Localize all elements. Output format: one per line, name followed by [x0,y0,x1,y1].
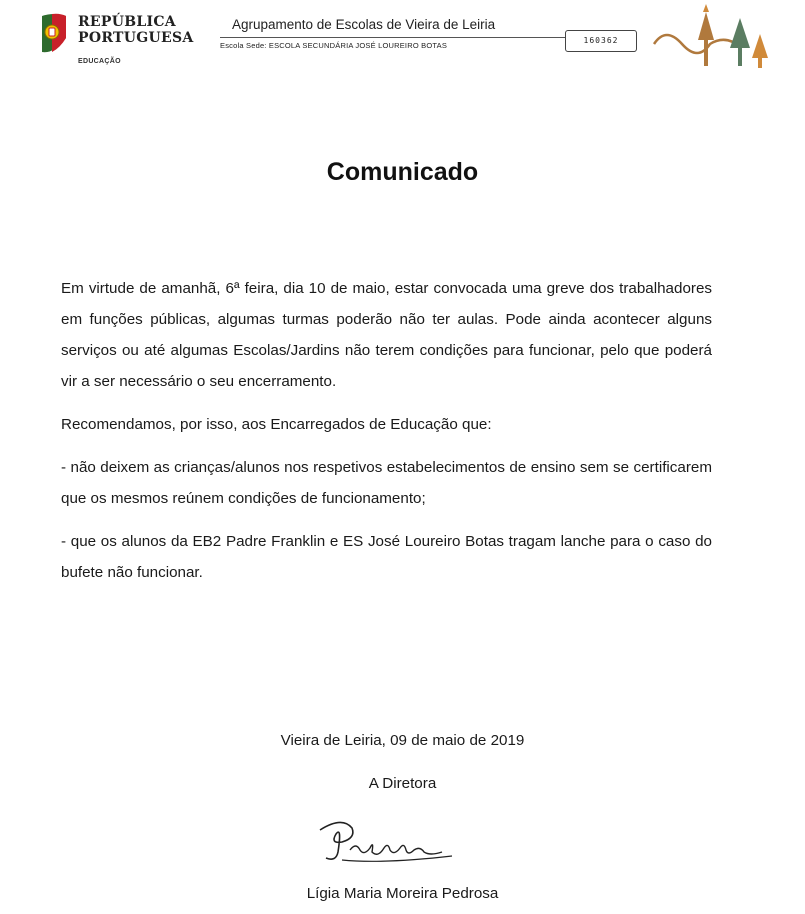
portugal-flag-emblem-icon [38,12,70,56]
gov-name-line2: PORTUGUESA [78,30,194,46]
school-title: Agrupamento de Escolas de Vieira de Leiria [232,17,496,32]
paragraph: Em virtude de amanhã, 6ª feira, dia 10 de maio, estar convocada uma greve dos trabalhadores em funções públicas, algumas turmas poderão não ter aulas. Pode ainda acontecer alguns serviços ou até algumas Escolas/Jardins não terem condições para funcionar, pelo que poderá vir a ser necessário o seu encerramento. [61,280,712,390]
school-trees-logo-icon [652,4,772,72]
signatory-name: Lígia Maria Moreira Pedrosa [306,885,499,902]
paragraph: - que os alunos da EB2 Padre Franklin e ES José Loureiro Botas tragam lanche para o caso do bufete não funcionar. [61,533,712,581]
republica-portuguesa-logo [38,12,198,72]
school-sede: Escola Sede: ESCOLA SECUNDÁRIA JOSÉ LOUREIRO BOTAS [220,41,448,50]
document-body [61,273,712,600]
document-title: Comunicado [326,158,479,186]
place-and-date: Vieira de Leiria, 09 de maio de 2019 [280,732,525,749]
letterhead [0,0,805,80]
gov-ministry-label: EDUCAÇÃO [78,58,121,65]
gov-name-line1: REPÚBLICA [78,14,176,30]
school-code-badge: 160362 [565,30,637,52]
header-divider [220,37,565,38]
paragraph: - não deixem as crianças/alunos nos respetivos estabelecimentos de ensino sem se certificarem que os mesmos reúnem condições de funcionamento; [61,459,712,507]
handwritten-signature [312,812,462,872]
paragraph: Recomendamos, por isso, aos Encarregados de Educação que: [61,416,492,433]
school-header [220,17,570,50]
signatory-role: A Diretora [368,775,437,792]
